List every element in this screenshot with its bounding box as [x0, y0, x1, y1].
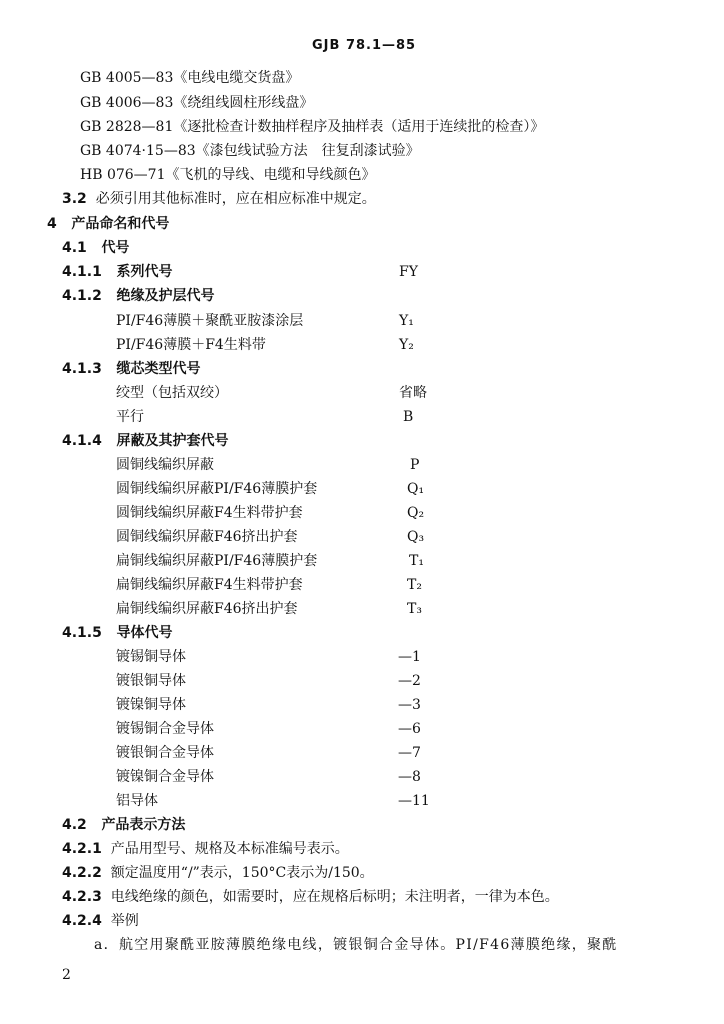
section-number: 4.1.1 [62, 264, 102, 280]
section-number: 4.2 [62, 817, 87, 833]
code-item-value: —1 [398, 649, 421, 665]
section-title: 系列代号 [116, 264, 173, 280]
section-number: 4.1.5 [62, 625, 102, 641]
reference-gb4005: GB 4005—83《电线电缆交货盘》 [80, 70, 300, 86]
section-4-1-1-heading [62, 263, 173, 281]
code-item-name: PI/F46薄膜＋F4生料带 [116, 337, 266, 353]
section-number: 4.1 [62, 240, 87, 256]
section-number: 4 [47, 216, 57, 232]
code-item-name: 圆铜线编织屏蔽F4生料带护套 [116, 505, 303, 521]
clause-4-2-1 [62, 840, 349, 858]
code-item-value: —3 [398, 697, 421, 713]
code-item-name: 扁铜线编织屏蔽PI/F46薄膜护套 [116, 553, 318, 569]
section-4-1-5-heading [62, 624, 173, 642]
code-item-name: 镀锡铜合金导体 [116, 721, 214, 737]
code-item-value: T₁ [409, 553, 424, 569]
section-4-heading [47, 215, 169, 233]
clause-text: 产品用型号、规格及本标准编号表示。 [110, 841, 349, 857]
section-number: 4.1.4 [62, 433, 102, 449]
series-code: FY [399, 264, 418, 280]
clause-4-2-2 [62, 864, 374, 882]
code-item-value: B [403, 409, 414, 425]
clause-title: 举例 [110, 913, 139, 929]
code-item-name: 镀银铜合金导体 [116, 745, 214, 761]
section-number: 4.1.2 [62, 288, 102, 304]
code-item-value: —7 [398, 745, 421, 761]
section-4-1-2-heading [62, 287, 215, 305]
code-item-name: 镀镍铜导体 [116, 697, 186, 713]
code-item-value: Q₃ [407, 529, 425, 545]
code-item-name: 圆铜线编织屏蔽F46挤出护套 [116, 529, 298, 545]
code-item-name: 扁铜线编织屏蔽F46挤出护套 [116, 601, 298, 617]
code-item-value: 省略 [399, 385, 427, 401]
clause-text: 电线绝缘的颜色，如需要时，应在规格后标明；未注明者，一律为本色。 [110, 889, 559, 905]
code-item-value: Q₂ [407, 505, 425, 521]
section-title: 绝缘及护层代号 [116, 288, 215, 304]
code-item-value: —8 [398, 769, 421, 785]
clause-3-2 [62, 190, 376, 208]
page-number: 2 [62, 967, 71, 983]
code-item-name: 镀锡铜导体 [116, 649, 186, 665]
clause-number: 4.2.3 [62, 889, 102, 905]
code-item-value: Y₂ [399, 337, 414, 353]
code-item-value: Y₁ [399, 313, 414, 329]
clause-number: 4.2.4 [62, 913, 102, 929]
reference-gb2828: GB 2828—81《逐批检查计数抽样程序及抽样表（适用于连续批的检查）》 [80, 119, 545, 135]
example-a-text: a．航空用聚酰亚胺薄膜绝缘电线，镀银铜合金导体。PI/F46薄膜绝缘，聚酰 [94, 937, 618, 953]
code-item-name: 镀银铜导体 [116, 673, 186, 689]
clause-number: 4.2.2 [62, 865, 102, 881]
section-number: 4.1.3 [62, 361, 102, 377]
code-item-name: 圆铜线编织屏蔽 [116, 457, 214, 473]
section-4-1-4-heading [62, 432, 229, 450]
code-item-name: 圆铜线编织屏蔽PI/F46薄膜护套 [116, 481, 318, 497]
clause-4-2-4 [62, 912, 139, 930]
code-item-value: Q₁ [407, 481, 425, 497]
clause-4-2-3 [62, 888, 559, 906]
code-item-name: 平行 [116, 409, 144, 425]
code-item-value: P [410, 457, 420, 473]
page-header: GJB 78.1—85 [312, 38, 417, 53]
section-title: 产品命名和代号 [71, 216, 170, 232]
code-item-name: 铝导体 [116, 793, 158, 809]
section-4-1-heading [62, 239, 129, 257]
section-4-2-heading [62, 816, 185, 834]
section-title: 缆芯类型代号 [116, 361, 201, 377]
code-item-name: 扁铜线编织屏蔽F4生料带护套 [116, 577, 303, 593]
section-title: 导体代号 [116, 625, 173, 641]
clause-number: 3.2 [62, 191, 87, 207]
code-item-value: —11 [398, 793, 430, 809]
reference-gb4006: GB 4006—83《绕组线圆柱形线盘》 [80, 95, 314, 111]
section-title: 代号 [101, 240, 130, 256]
code-item-value: —6 [398, 721, 421, 737]
code-item-value: T₂ [407, 577, 422, 593]
reference-gb4074: GB 4074·15—83《漆包线试验方法 往复刮漆试验》 [80, 143, 420, 159]
reference-hb076: HB 076—71《飞机的导线、电缆和导线颜色》 [80, 167, 376, 183]
code-item-name: PI/F46薄膜＋聚酰亚胺漆涂层 [116, 313, 304, 329]
section-title: 屏蔽及其护套代号 [116, 433, 229, 449]
code-item-value: T₃ [407, 601, 422, 617]
code-item-name: 绞型（包括双绞） [116, 385, 228, 401]
clause-text: 必须引用其他标准时，应在相应标准中规定。 [95, 191, 376, 207]
code-item-value: —2 [398, 673, 421, 689]
clause-number: 4.2.1 [62, 841, 102, 857]
clause-text: 额定温度用“/”表示，150°C表示为/150。 [110, 865, 374, 881]
code-item-name: 镀镍铜合金导体 [116, 769, 214, 785]
section-4-1-3-heading [62, 360, 201, 378]
section-title: 产品表示方法 [101, 817, 186, 833]
